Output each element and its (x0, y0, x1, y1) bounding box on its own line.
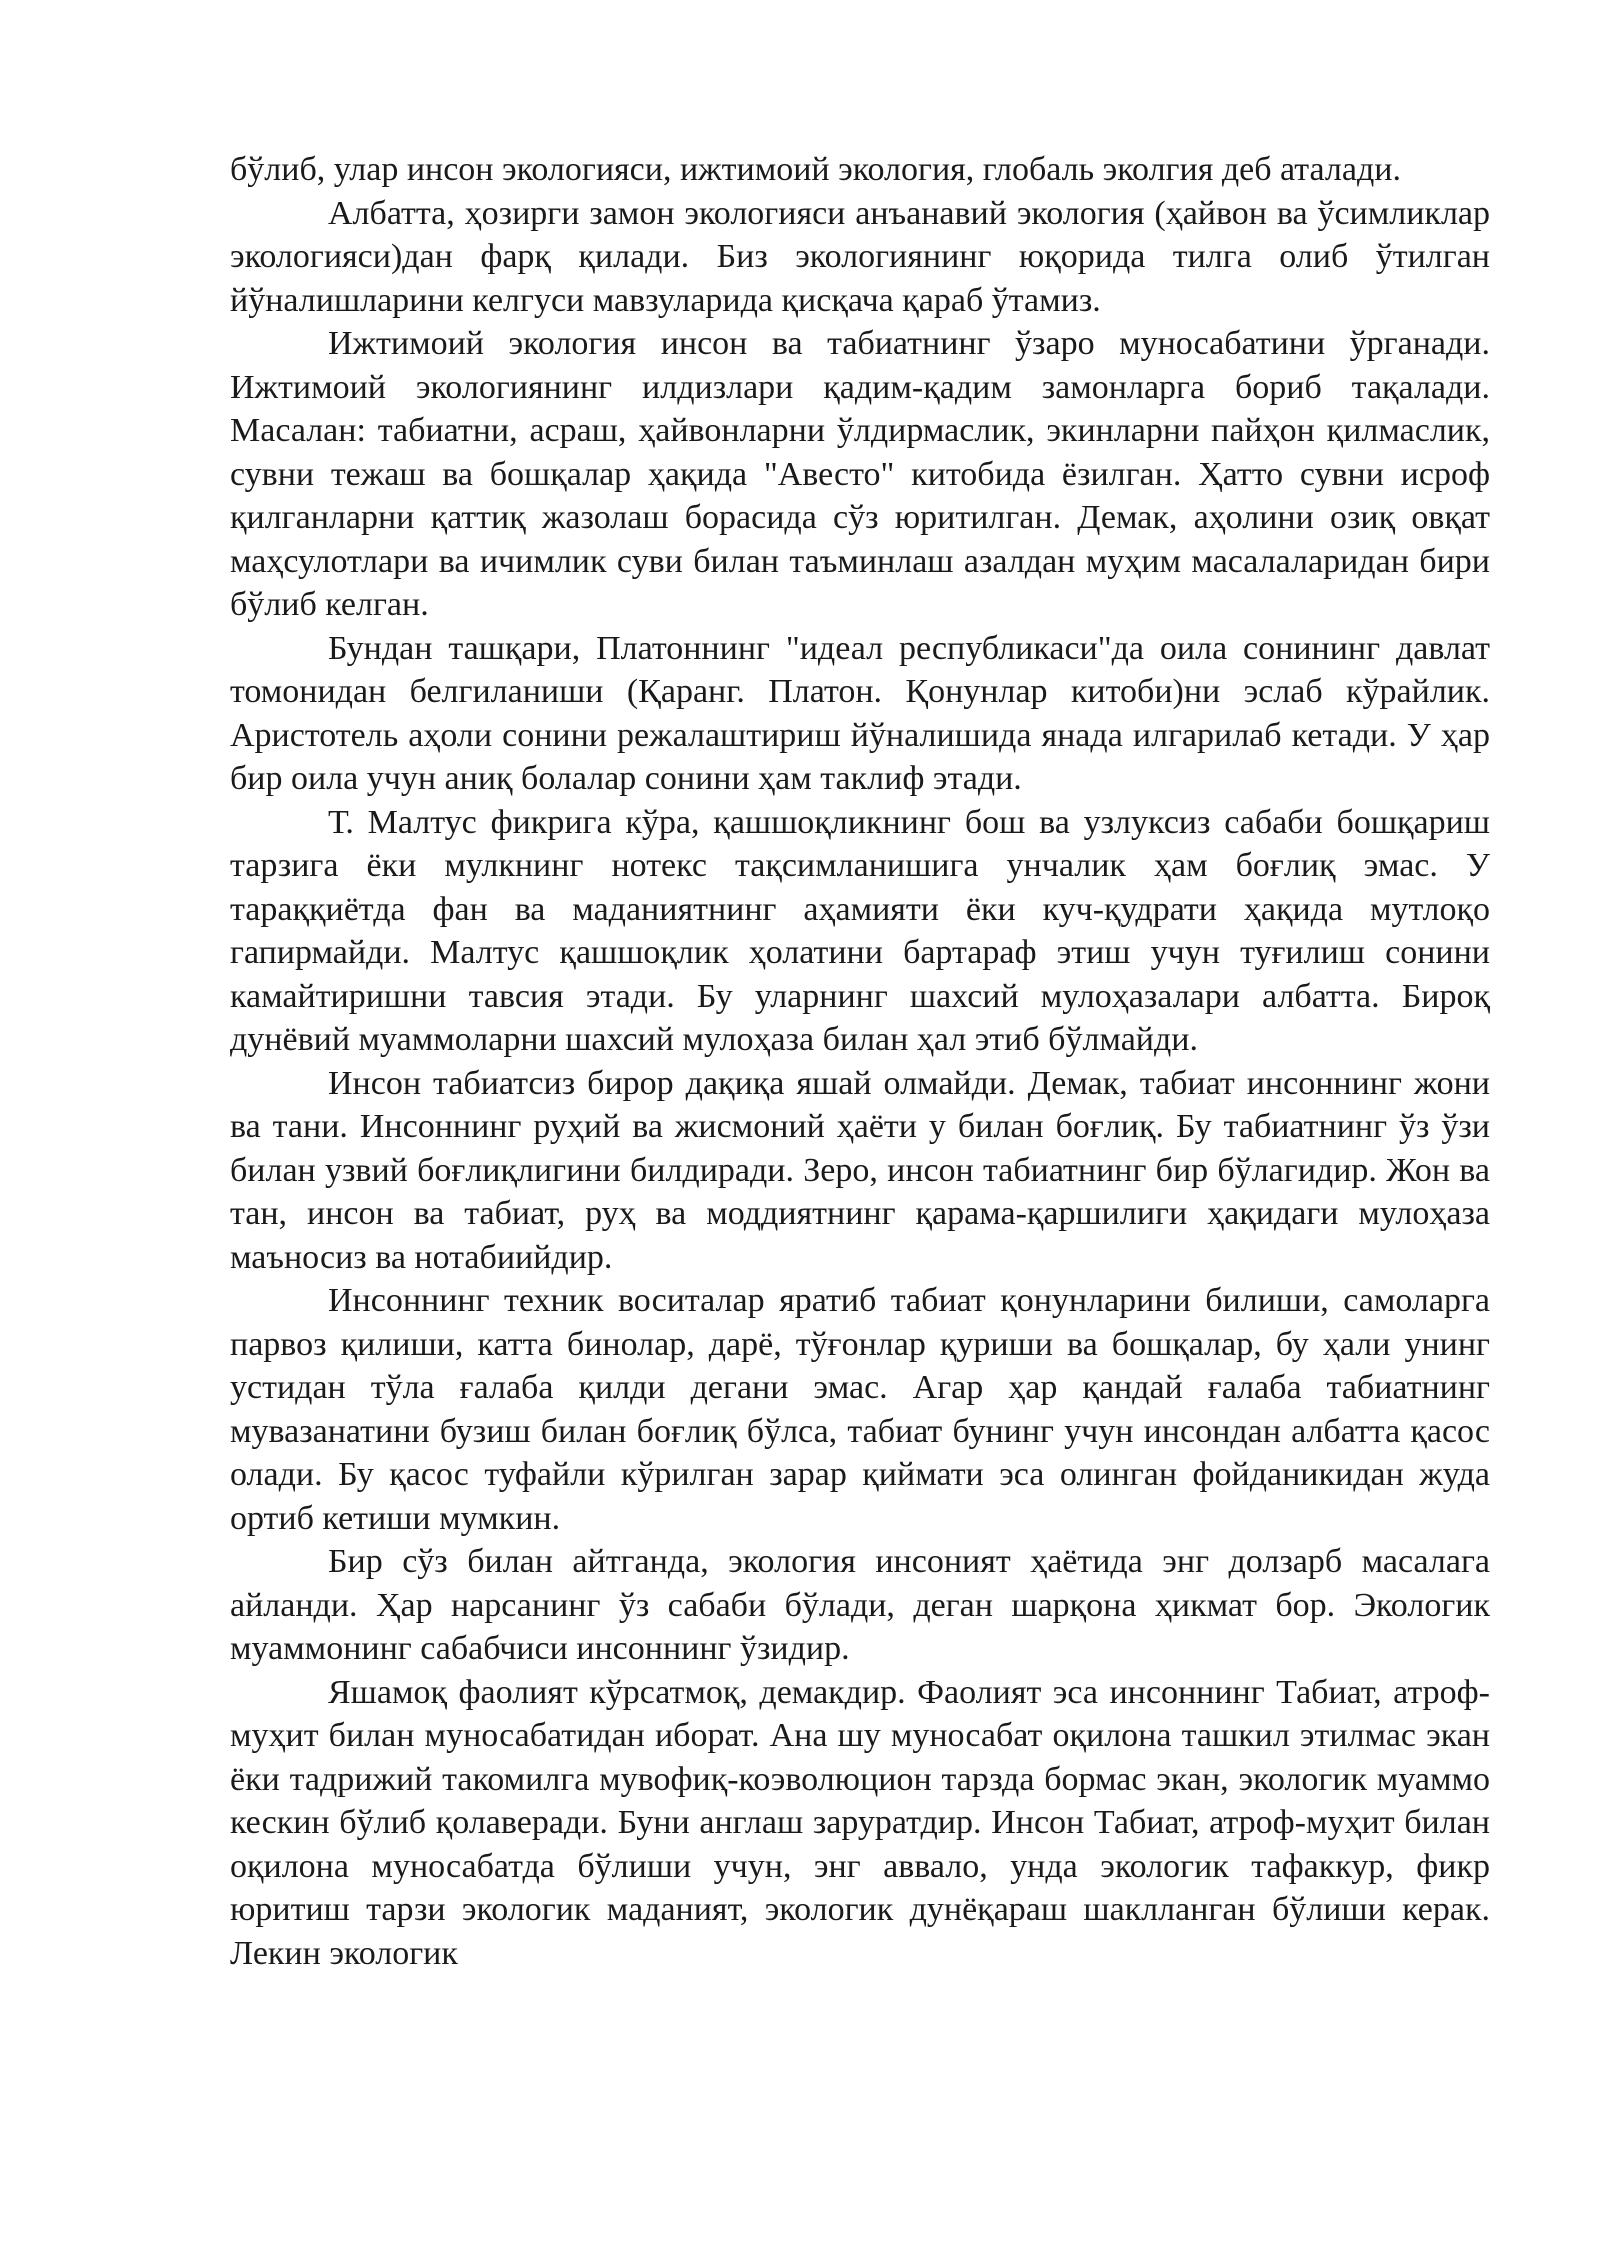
paragraph: Инсоннинг техник воситалар яратиб табиат қонунларини билиши, самоларга парвоз қилиши, катта бинолар, дарё, тўғонлар қуриши ва бошқалар, бу ҳали унинг устидан тўла ғалаба қилди дегани эмас. Агар ҳар қандай ғалаба табиатнинг мувазанатини бузиш билан боғлиқ бўлса, табиат бунинг учун инсондан албатта қасос олади. Бу қасос туфайли кўрилган зарар қиймати эса олинган фойданикидан жуда ортиб кетиши мумкин. (230, 1282, 1490, 1537)
paragraph: Албатта, ҳозирги замон экологияси анъанавий экология (ҳайвон ва ўсимликлар экологияси)дан фарқ қилади. Биз экологиянинг юқорида тилга олиб ўтилган йўналишларини келгуси мавзуларида қисқача қараб ўтамиз. (230, 194, 1490, 319)
paragraph-continuation: бўлиб, улар инсон экологияси, ижтимоий экология, глобаль эколгия деб аталади. (230, 151, 1401, 188)
paragraph: Инсон табиатсиз бирор дақиқа яшай олмайди. Демак, табиат инсоннинг жони ва тани. Инсоннинг руҳий ва жисмоний ҳаёти у билан боғлиқ. Бу табиатнинг ўз ўзи билан узвий боғлиқлигини билдиради. Зеро, инсон табиатнинг бир бўлагидир. Жон ва тан, инсон ва табиат, руҳ ва моддиятнинг қарама-қаршилиги ҳақидаги мулоҳаза маъносиз ва нотабиийдир. (230, 1064, 1490, 1276)
paragraph-last: Яшамоқ фаолият кўрсатмоқ, демакдир. Фаолият эса инсоннинг Табиат, атроф-муҳит билан муносабатидан иборат. Ана шу муносабат оқилона ташкил этилмас экан ёки тадрижий такомилга мувофиқ-коэволюцион тарзда бормас экан, экологик муаммо кескин бўлиб қолаверади. Буни англаш зарурат​дир. Инсон Табиат, атроф-муҳит билан оқилона муносабатда бўлиши учун, энг аввало, унда экологик тафаккур, фикр юритиш тарзи экологик маданият, экологик дунёқараш шаклланган бўлиши керак. Лекин экологик (230, 1673, 1490, 1972)
paragraph: Ижтимоий экология инсон ва табиатнинг ўзаро муносабатини ўрганади. Ижтимоий экологиянинг илдизлари қадим-қадим замонларга бориб тақалади. Масалан: табиатни, асраш, ҳайвонларни ўлдирмаслик, экинларни пайҳон қилмаслик, сувни тежаш ва бошқалар ҳақида "Авесто" китобида ёзилган. Ҳатто сувни исроф қилганларни қаттиқ жазолаш борасида сўз юритилган. Демак, аҳолини озиқ овқат маҳсулотлари ва ичимлик суви билан таъминлаш азалдан муҳим масалаларидан бири бўлиб келган. (230, 325, 1490, 623)
paragraph: Бир сўз билан айтганда, экология инсоният ҳаётида энг долзарб масалага айланди. Ҳар нарсанинг ўз сабаби бўлади, деган шарқона ҳикмат бор. Экологик муаммонинг сабабчиси инсоннинг ўзидир. (230, 1543, 1490, 1667)
paragraph: Бундан ташқари, Платоннинг "идеал республикаси"да оила сонининг давлат томонидан белгиланиши (Қаранг. Платон. Қонунлар китоби)ни эслаб кўрайлик. Аристотель аҳоли сонини режалаштириш йўналишида янада илгарилаб кетади. У ҳар бир оила учун аниқ болалар сонини ҳам таклиф этади. (230, 629, 1490, 797)
paragraph: Т. Малтус фикрига кўра, қашшоқликнинг бош ва узлуксиз сабаби бошқариш тарзига ёки мулкнинг нотекс тақсимланишига унчалик ҳам боғлиқ эмас. У тараққиётда фан ва маданиятнинг аҳамияти ёки куч-қудрати ҳақида мутлоқо гапирмайди. Малтус қашшоқлик ҳолатини бартараф этиш учун туғилиш сонини камайтиришни тавсия этади. Бу уларнинг шахсий мулоҳазалари албатта. Бироқ дунёвий муаммоларни шахсий мулоҳаза билан ҳал этиб бўлмайди. (230, 803, 1490, 1058)
document-body (230, 148, 1490, 1975)
